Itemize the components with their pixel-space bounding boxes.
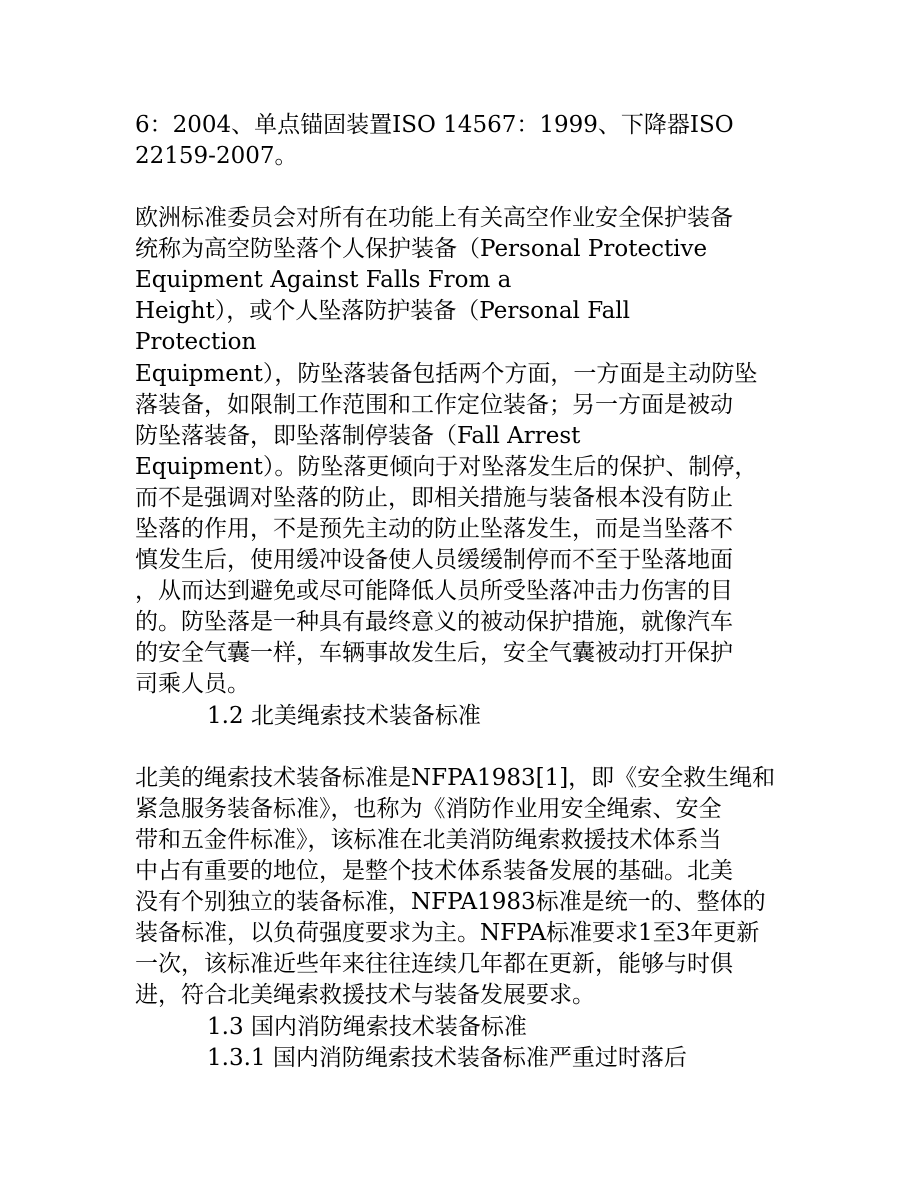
- text-line: 的安全气囊一样，车辆事故发生后，安全气囊被动打开保护: [135, 640, 733, 666]
- text-line: 的。防坠落是一种具有最终意义的被动保护措施，就像汽车: [135, 609, 733, 635]
- section-heading: 1.3 国内消防绳索技术装备标准: [207, 1014, 527, 1040]
- text-line: Height），或个人坠落防护装备（Personal Fall: [135, 298, 631, 324]
- text-line: 进，符合北美绳索救援技术与装备发展要求。: [135, 982, 595, 1008]
- text-line: 慎发生后，使用缓冲设备使人员缓缓制停而不至于坠落地面: [135, 547, 733, 573]
- text-line: 而不是强调对坠落的防止，即相关措施与装备根本没有防止: [135, 485, 733, 511]
- text-line: 紧急服务装备标准》，也称为《消防作业用安全绳索、安全: [135, 796, 722, 822]
- text-line: 22159-2007。: [135, 143, 298, 169]
- text-line: 装备标准，以负荷强度要求为主。NFPA标准要求1至3年更新: [135, 920, 760, 946]
- text-line: 带和五金件标准》，该标准在北美消防绳索救援技术体系当: [135, 827, 722, 853]
- text-line: ，从而达到避免或尽可能降低人员所受坠落冲击力伤害的目: [135, 578, 733, 604]
- text-line: 一次，该标准近些年来往往连续几年都在更新，能够与时俱: [135, 951, 733, 977]
- text-line: 欧洲标准委员会对所有在功能上有关高空作业安全保护装备: [135, 205, 733, 231]
- text-line: 统称为高空防坠落个人保护装备（Personal Protective: [135, 236, 708, 262]
- text-line: 坠落的作用，不是预先主动的防止坠落发生，而是当坠落不: [135, 516, 733, 542]
- text-line: 没有个别独立的装备标准，NFPA1983标准是统一的、整体的: [135, 889, 766, 915]
- text-line: 防坠落装备，即坠落制停装备（Fall Arrest: [135, 423, 581, 449]
- text-line: 中占有重要的地位，是整个技术体系装备发展的基础。北美: [135, 858, 733, 884]
- text-line: 北美的绳索技术装备标准是NFPA1983[1]，即《安全救生绳和: [135, 765, 776, 791]
- section-heading: 1.2 北美绳索技术装备标准: [207, 703, 481, 729]
- text-line: 落装备，如限制工作范围和工作定位装备；另一方面是被动: [135, 392, 733, 418]
- text-line: Equipment）。防坠落更倾向于对坠落发生后的保护、制停，: [135, 454, 758, 480]
- text-line: Equipment），防坠落装备包括两个方面，一方面是主动防坠: [135, 361, 758, 387]
- text-line: Equipment Against Falls From a: [135, 267, 512, 293]
- subsection-heading: 1.3.1 国内消防绳索技术装备标准严重过时落后: [207, 1045, 687, 1071]
- text-line: 6：2004、单点锚固装置ISO 14567：1999、下降器ISO: [135, 112, 734, 138]
- text-line: 司乘人员。: [135, 671, 250, 697]
- text-line: Protection: [135, 329, 257, 355]
